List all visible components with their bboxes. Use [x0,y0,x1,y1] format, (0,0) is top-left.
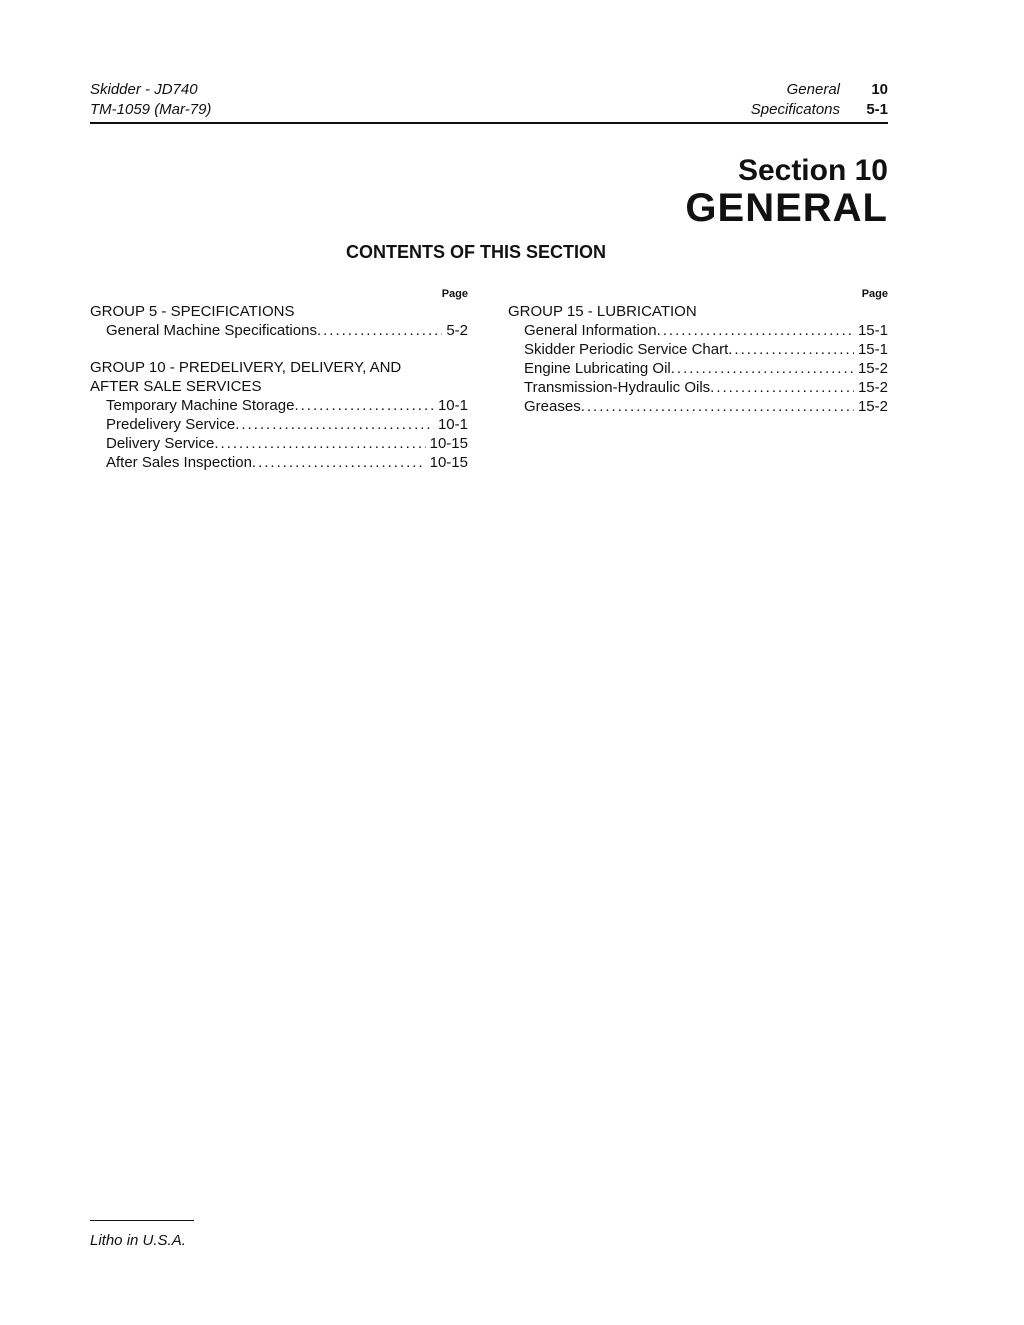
section-name: GENERAL [685,186,888,230]
manual-title: Skidder - JD740 [90,81,198,98]
toc-entry[interactable] [90,453,468,472]
dot-leader [252,453,426,472]
page-column-heading: Page [441,288,468,300]
toc-entry-title: Engine Lubricating Oil [524,360,671,377]
section-number: Section 10 [737,154,888,187]
toc-entry[interactable] [90,434,468,453]
dot-leader [657,321,854,340]
header-right [751,80,888,120]
toc-entry-title: Temporary Machine Storage [106,397,295,414]
header-section-label: General [786,81,840,98]
toc-entry-title: Delivery Service [106,435,215,452]
toc-entry-page: 15-1 [857,341,888,358]
footer-rule [90,1220,194,1221]
dot-leader [235,415,434,434]
toc-entry-page: 10-15 [429,435,468,452]
manual-number: TM-1059 (Mar-79) [90,101,212,118]
dot-leader [317,321,442,340]
toc-entry[interactable] [90,396,468,415]
group-title: GROUP 15 - LUBRICATION [508,303,697,320]
toc-entry[interactable] [508,378,888,397]
group-title: GROUP 10 - PREDELIVERY, DELIVERY, AND [90,359,402,376]
toc-entry-page: 10-1 [437,416,468,433]
toc-entry[interactable] [508,340,888,359]
header-section-row [751,80,888,100]
toc-entry-page: 15-2 [857,360,888,377]
dot-leader [214,434,425,453]
group-title-continued: AFTER SALE SERVICES [90,378,262,395]
toc-left-column [90,286,468,472]
toc-entry-page: 10-1 [437,397,468,414]
toc-entry-title: Greases [524,398,581,415]
dot-leader [294,396,434,415]
toc-entry[interactable] [90,321,468,340]
toc-entry-title: Skidder Periodic Service Chart [524,341,729,358]
header-group-label: Specificatons [750,101,840,118]
group-title: GROUP 5 - SPECIFICATIONS [90,303,295,320]
toc-entry-title: Transmission-Hydraulic Oils [524,379,711,396]
toc-entry-page: 10-15 [429,454,468,471]
spacer [90,340,468,358]
toc-entry[interactable] [508,397,888,416]
toc-entry-page: 15-2 [857,379,888,396]
footer-imprint: Litho in U.S.A. [90,1232,186,1249]
page-column-heading: Page [861,288,888,300]
dot-leader [671,359,854,378]
toc-entry-title: After Sales Inspection [106,454,252,471]
dot-leader [728,340,854,359]
toc-right-column [508,286,888,416]
header-left [90,80,211,120]
toc-entry-title: General Machine Specifications [106,322,317,339]
toc-entry[interactable] [90,415,468,434]
toc-entry-page: 15-1 [857,322,888,339]
header-page-number: 5-1 [866,101,888,118]
dot-leader [581,397,854,416]
toc-entry-title: General Information [524,322,657,339]
header-rule [90,122,888,124]
toc-entry-page: 15-2 [857,398,888,415]
header-section-number: 10 [871,81,888,98]
toc-entry-title: Predelivery Service [106,416,236,433]
toc-entry-page: 5-2 [446,322,468,339]
contents-title: CONTENTS OF THIS SECTION [346,242,607,262]
toc-entry[interactable] [508,321,888,340]
header-group-row [751,100,888,120]
dot-leader [710,378,854,397]
toc-entry[interactable] [508,359,888,378]
